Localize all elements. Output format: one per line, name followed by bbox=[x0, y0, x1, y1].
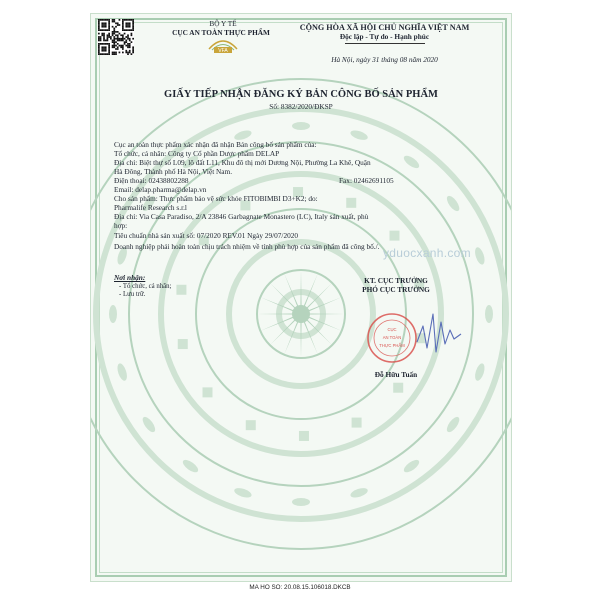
drum-star-ray bbox=[300, 322, 301, 358]
qr-module bbox=[98, 53, 100, 55]
qr-module bbox=[131, 41, 133, 43]
qr-module bbox=[107, 34, 109, 36]
qr-module bbox=[127, 22, 129, 24]
country-name: CỘNG HÒA XÃ HỘI CHỦ NGHĨA VIỆT NAM bbox=[299, 23, 470, 32]
qr-module bbox=[125, 41, 127, 43]
qr-module bbox=[108, 33, 110, 35]
qr-module bbox=[127, 34, 129, 36]
qr-module bbox=[101, 24, 103, 26]
signer-name: Đỗ Hữu Tuấn bbox=[374, 370, 418, 379]
qr-module bbox=[100, 40, 102, 42]
qr-module bbox=[124, 29, 126, 31]
qr-module bbox=[127, 45, 129, 47]
qr-module bbox=[127, 26, 129, 28]
qr-module bbox=[131, 53, 133, 55]
qr-module bbox=[98, 45, 100, 47]
drum-bird bbox=[292, 498, 310, 506]
qr-module bbox=[125, 36, 127, 38]
qr-module bbox=[107, 53, 109, 55]
qr-module bbox=[127, 38, 129, 40]
phone-line: Điện thoại: 02438802288 bbox=[114, 176, 189, 185]
qr-module bbox=[117, 40, 119, 42]
qr-module bbox=[108, 34, 110, 36]
qr-module bbox=[100, 29, 102, 31]
qr-module bbox=[107, 40, 109, 42]
qr-module bbox=[113, 28, 115, 30]
national-motto: Độc lập - Tự do - Hạnh phúc bbox=[339, 32, 430, 41]
qr-module bbox=[103, 48, 105, 50]
qr-module bbox=[98, 38, 100, 40]
qr-module bbox=[103, 40, 105, 42]
qr-module bbox=[98, 21, 100, 23]
qr-module bbox=[108, 52, 110, 54]
recipient-item: - Tổ chức, cá nhân; bbox=[119, 283, 172, 290]
qr-module bbox=[105, 24, 107, 26]
qr-module bbox=[122, 26, 124, 28]
qr-module bbox=[117, 24, 119, 26]
qr-module bbox=[120, 46, 122, 48]
certificate-document bbox=[90, 13, 512, 582]
qr-module bbox=[119, 24, 121, 26]
drum-bird bbox=[402, 458, 421, 475]
qr-module bbox=[117, 36, 119, 38]
manufacturer-line: Pharmalife Research s.r.l bbox=[114, 203, 187, 212]
qr-module bbox=[108, 36, 110, 38]
drum-bird bbox=[485, 305, 493, 323]
qr-module bbox=[127, 52, 129, 54]
qr-module bbox=[103, 24, 105, 26]
qr-module bbox=[113, 52, 115, 54]
qr-module bbox=[115, 26, 117, 28]
qr-module bbox=[132, 38, 134, 40]
qr-module bbox=[108, 43, 110, 45]
recipient-item: - Lưu trữ. bbox=[119, 291, 146, 298]
qr-module bbox=[100, 36, 102, 38]
qr-module bbox=[117, 34, 119, 36]
drum-bird bbox=[349, 486, 369, 499]
qr-module bbox=[112, 45, 114, 47]
qr-module bbox=[129, 22, 131, 24]
qr-module bbox=[122, 21, 124, 23]
qr-module bbox=[129, 45, 131, 47]
qr-module bbox=[103, 29, 105, 31]
qr-module bbox=[127, 46, 129, 48]
qr-module bbox=[108, 22, 110, 24]
qr-module bbox=[101, 46, 103, 48]
qr-module bbox=[129, 29, 131, 31]
qr-module bbox=[122, 40, 124, 42]
qr-module bbox=[103, 22, 105, 24]
qr-module bbox=[117, 31, 119, 33]
qr-module bbox=[98, 33, 100, 35]
qr-module bbox=[119, 45, 121, 47]
qr-module bbox=[124, 38, 126, 40]
qr-module bbox=[127, 29, 129, 31]
drum-bird bbox=[445, 194, 462, 213]
qr-module bbox=[107, 36, 109, 38]
qr-module bbox=[125, 45, 127, 47]
qr-module bbox=[101, 43, 103, 45]
qr-module bbox=[98, 36, 100, 38]
qr-module bbox=[125, 52, 127, 54]
address-line-2: Hà Đông, Thành phố Hà Nội, Việt Nam. bbox=[114, 167, 233, 176]
drum-figure bbox=[352, 418, 362, 428]
qr-module bbox=[100, 19, 102, 21]
qr-module bbox=[115, 53, 117, 55]
qr-module bbox=[101, 33, 103, 35]
qr-module bbox=[115, 22, 117, 24]
qr-module bbox=[105, 48, 107, 50]
qr-module bbox=[107, 19, 109, 21]
qr-module bbox=[124, 43, 126, 45]
document-title: GIẤY TIẾP NHẬN ĐĂNG KÝ BẢN CÔNG BỐ SẢN PHẨM bbox=[164, 89, 438, 100]
drum-bird bbox=[116, 362, 129, 382]
drum-bird bbox=[233, 486, 253, 499]
qr-module bbox=[105, 40, 107, 42]
qr-module bbox=[129, 40, 131, 42]
qr-module bbox=[127, 36, 129, 38]
qr-module bbox=[113, 33, 115, 35]
qr-module bbox=[129, 46, 131, 48]
agency-name: CỤC AN TOÀN THỰC PHẨM bbox=[172, 28, 270, 37]
qr-module bbox=[125, 19, 127, 21]
qr-module bbox=[105, 50, 107, 52]
qr-module bbox=[112, 41, 114, 43]
recipients-label: Nơi nhận: bbox=[114, 273, 146, 282]
qr-module bbox=[105, 53, 107, 55]
drum-bird bbox=[140, 415, 157, 434]
qr-code-icon bbox=[98, 19, 134, 55]
qr-module bbox=[117, 46, 119, 48]
signature-on-behalf: KT. CỤC TRƯỞNG bbox=[364, 276, 428, 285]
logo-text: VFA bbox=[218, 48, 228, 54]
qr-module bbox=[108, 28, 110, 30]
qr-module bbox=[122, 34, 124, 36]
qr-module bbox=[132, 48, 134, 50]
drum-figure bbox=[389, 231, 399, 241]
qr-module bbox=[132, 46, 134, 48]
drum-figure bbox=[203, 387, 213, 397]
qr-module bbox=[98, 28, 100, 30]
qr-module bbox=[131, 33, 133, 35]
qr-module bbox=[113, 43, 115, 45]
stamp-text-bottom: THỰC PHẨM bbox=[379, 343, 405, 348]
document-number: Số: 8382/2020/ĐKSP bbox=[269, 102, 333, 111]
qr-module bbox=[113, 19, 115, 21]
qr-module bbox=[132, 28, 134, 30]
qr-module bbox=[129, 43, 131, 45]
qr-module bbox=[108, 19, 110, 21]
qr-module bbox=[108, 21, 110, 23]
qr-module bbox=[127, 19, 129, 21]
qr-module bbox=[125, 40, 127, 42]
qr-module bbox=[98, 40, 100, 42]
qr-module bbox=[115, 52, 117, 54]
address-line-1: Địa chỉ: Biệt thự số L09, lô đất L11, Khu đô thị mới Dương Nội, Phường La Khê, Quận bbox=[114, 158, 371, 167]
qr-module bbox=[120, 45, 122, 47]
fax-line: Fax: 02462691105 bbox=[339, 176, 394, 185]
qr-module bbox=[112, 33, 114, 35]
issue-date: Hà Nội, ngày 31 tháng 08 năm 2020 bbox=[331, 55, 438, 64]
qr-module bbox=[103, 36, 105, 38]
qr-module bbox=[103, 33, 105, 35]
drum-bird bbox=[349, 129, 369, 142]
qr-module bbox=[98, 46, 100, 48]
qr-module bbox=[115, 34, 117, 36]
qr-module bbox=[112, 40, 114, 42]
qr-module bbox=[115, 31, 117, 33]
qr-module bbox=[129, 26, 131, 28]
qr-module bbox=[115, 45, 117, 47]
qr-module bbox=[112, 31, 114, 33]
qr-module bbox=[131, 19, 133, 21]
drum-figure bbox=[246, 420, 256, 430]
qr-module bbox=[125, 22, 127, 24]
qr-module bbox=[113, 46, 115, 48]
qr-module bbox=[103, 50, 105, 52]
qr-module bbox=[120, 40, 122, 42]
qr-module bbox=[122, 36, 124, 38]
qr-module bbox=[98, 43, 100, 45]
qr-module bbox=[113, 21, 115, 23]
qr-module bbox=[125, 24, 127, 26]
drum-star-ray bbox=[257, 313, 293, 314]
qr-module bbox=[98, 22, 100, 24]
qr-module bbox=[101, 22, 103, 24]
qr-module bbox=[105, 43, 107, 45]
drum-bird bbox=[402, 153, 421, 170]
qr-module bbox=[127, 53, 129, 55]
responsibility-line: Doanh nghiệp phải hoàn toàn chịu trách nhiệm về tính phù hợp của sản phẩm đã công bố./. bbox=[114, 242, 380, 251]
qr-module bbox=[119, 19, 121, 21]
qr-module bbox=[105, 19, 107, 21]
qr-module bbox=[132, 29, 134, 31]
qr-module bbox=[100, 43, 102, 45]
qr-module bbox=[115, 38, 117, 40]
drum-bird bbox=[109, 305, 117, 323]
qr-module bbox=[108, 29, 110, 31]
qr-module bbox=[124, 33, 126, 35]
qr-module bbox=[101, 53, 103, 55]
qr-module bbox=[113, 41, 115, 43]
qr-module bbox=[101, 29, 103, 31]
signature-position: PHÓ CỤC TRƯỞNG bbox=[362, 285, 430, 294]
qr-module bbox=[122, 45, 124, 47]
qr-module bbox=[112, 34, 114, 36]
manufacturer-address-line-2: hợp: bbox=[114, 221, 128, 230]
qr-module bbox=[129, 52, 131, 54]
qr-module bbox=[112, 53, 114, 55]
qr-module bbox=[122, 22, 124, 24]
qr-module bbox=[98, 48, 100, 50]
qr-module bbox=[113, 45, 115, 47]
qr-module bbox=[107, 38, 109, 40]
qr-module bbox=[103, 26, 105, 28]
qr-module bbox=[98, 52, 100, 54]
qr-module bbox=[98, 26, 100, 28]
intro-line: Cục an toàn thực phẩm xác nhận đã nhận Bản công bố sản phẩm của: bbox=[114, 140, 317, 149]
qr-module bbox=[107, 43, 109, 45]
drum-bird bbox=[292, 122, 310, 130]
drum-bird bbox=[445, 415, 462, 434]
stamp-text-top: CỤC bbox=[387, 327, 397, 332]
qr-module bbox=[98, 24, 100, 26]
qr-module bbox=[132, 19, 134, 21]
qr-module bbox=[108, 48, 110, 50]
qr-module bbox=[113, 40, 115, 42]
qr-module bbox=[120, 34, 122, 36]
qr-module bbox=[125, 26, 127, 28]
qr-module bbox=[122, 24, 124, 26]
qr-module bbox=[105, 22, 107, 24]
standard-line: Tiêu chuẩn nhà sản xuất số: 07/2020 REV.01 Ngày 29/07/2020 bbox=[114, 231, 299, 240]
watermark-text: yduocxanh.com bbox=[383, 246, 471, 260]
qr-module bbox=[108, 46, 110, 48]
qr-module bbox=[112, 21, 114, 23]
qr-module bbox=[132, 52, 134, 54]
drum-star-ray bbox=[300, 270, 301, 306]
qr-module bbox=[132, 50, 134, 52]
qr-module bbox=[112, 52, 114, 54]
drum-figure bbox=[299, 431, 309, 441]
qr-module bbox=[122, 29, 124, 31]
qr-module bbox=[113, 53, 115, 55]
qr-module bbox=[103, 46, 105, 48]
qr-module bbox=[108, 45, 110, 47]
manufacturer-address-line-1: Địa chỉ: Via Casa Paradiso, 2/A 23846 Garbagnate Monastero (LC), Italy sản xuất, phù bbox=[114, 212, 369, 221]
qr-module bbox=[132, 24, 134, 26]
drum-figure bbox=[178, 339, 188, 349]
drum-figure bbox=[346, 198, 356, 208]
qr-module bbox=[129, 24, 131, 26]
qr-module bbox=[127, 24, 129, 26]
qr-module bbox=[132, 26, 134, 28]
qr-module bbox=[119, 38, 121, 40]
drum-center bbox=[292, 305, 310, 323]
qr-module bbox=[125, 29, 127, 31]
qr-module bbox=[115, 48, 117, 50]
qr-module bbox=[101, 19, 103, 21]
motto-underline bbox=[345, 43, 425, 44]
qr-module bbox=[129, 19, 131, 21]
qr-module bbox=[119, 52, 121, 54]
stamp-text-mid: AN TOÀN bbox=[382, 335, 402, 340]
qr-module bbox=[101, 34, 103, 36]
qr-module bbox=[105, 26, 107, 28]
qr-module bbox=[117, 43, 119, 45]
qr-module bbox=[98, 50, 100, 52]
drum-bird bbox=[473, 246, 486, 266]
qr-module bbox=[132, 21, 134, 23]
qr-module bbox=[108, 50, 110, 52]
qr-module bbox=[112, 26, 114, 28]
qr-module bbox=[112, 46, 114, 48]
qr-module bbox=[100, 38, 102, 40]
qr-module bbox=[124, 41, 126, 43]
vfa-logo-icon bbox=[208, 36, 238, 54]
qr-module bbox=[108, 53, 110, 55]
qr-module bbox=[105, 46, 107, 48]
qr-module bbox=[110, 38, 112, 40]
qr-module bbox=[113, 31, 115, 33]
qr-module bbox=[122, 28, 124, 30]
qr-module bbox=[101, 50, 103, 52]
qr-module bbox=[122, 52, 124, 54]
qr-module bbox=[113, 29, 115, 31]
qr-module bbox=[124, 19, 126, 21]
qr-module bbox=[98, 29, 100, 31]
qr-module bbox=[122, 48, 124, 50]
qr-module bbox=[127, 43, 129, 45]
qr-module bbox=[119, 40, 121, 42]
qr-module bbox=[98, 19, 100, 21]
qr-module bbox=[103, 43, 105, 45]
dossier-code: MA HO SO: 20.08.15.106018.DKCB bbox=[249, 584, 351, 591]
drum-figure bbox=[393, 383, 403, 393]
drum-bird bbox=[181, 458, 200, 475]
handwritten-signature-icon bbox=[409, 304, 469, 364]
qr-module bbox=[131, 34, 133, 36]
qr-module bbox=[131, 29, 133, 31]
qr-module bbox=[110, 36, 112, 38]
qr-module bbox=[115, 41, 117, 43]
qr-module bbox=[101, 26, 103, 28]
qr-module bbox=[132, 22, 134, 24]
qr-module bbox=[117, 22, 119, 24]
qr-module bbox=[108, 26, 110, 28]
qr-module bbox=[103, 53, 105, 55]
qr-module bbox=[120, 38, 122, 40]
drum-figure bbox=[176, 285, 186, 295]
organization-line: Tổ chức, cá nhân: Công ty Cổ phần Dược phẩm DELAP bbox=[114, 149, 280, 158]
qr-module bbox=[107, 29, 109, 31]
qr-module bbox=[101, 48, 103, 50]
qr-module bbox=[122, 46, 124, 48]
ministry-name: BỘ Y TẾ bbox=[209, 19, 237, 28]
qr-module bbox=[112, 19, 114, 21]
qr-module bbox=[122, 19, 124, 21]
qr-module bbox=[103, 38, 105, 40]
qr-module bbox=[129, 50, 131, 52]
qr-module bbox=[117, 48, 119, 50]
email-line: Email: delap.pharma@delap.vn bbox=[114, 185, 207, 194]
qr-module bbox=[105, 29, 107, 31]
qr-module bbox=[103, 19, 105, 21]
qr-module bbox=[100, 53, 102, 55]
qr-module bbox=[113, 36, 115, 38]
qr-module bbox=[119, 33, 121, 35]
qr-module bbox=[103, 34, 105, 36]
qr-module bbox=[113, 38, 115, 40]
product-line: Cho sản phẩm: Thực phẩm bảo vệ sức khỏe FITOBIMBI D3+K2; do: bbox=[114, 194, 318, 203]
qr-module bbox=[125, 50, 127, 52]
qr-module bbox=[122, 38, 124, 40]
qr-module bbox=[117, 38, 119, 40]
drum-star-ray bbox=[309, 313, 345, 314]
drum-bird bbox=[473, 362, 486, 382]
qr-module bbox=[108, 24, 110, 26]
qr-module bbox=[129, 38, 131, 40]
